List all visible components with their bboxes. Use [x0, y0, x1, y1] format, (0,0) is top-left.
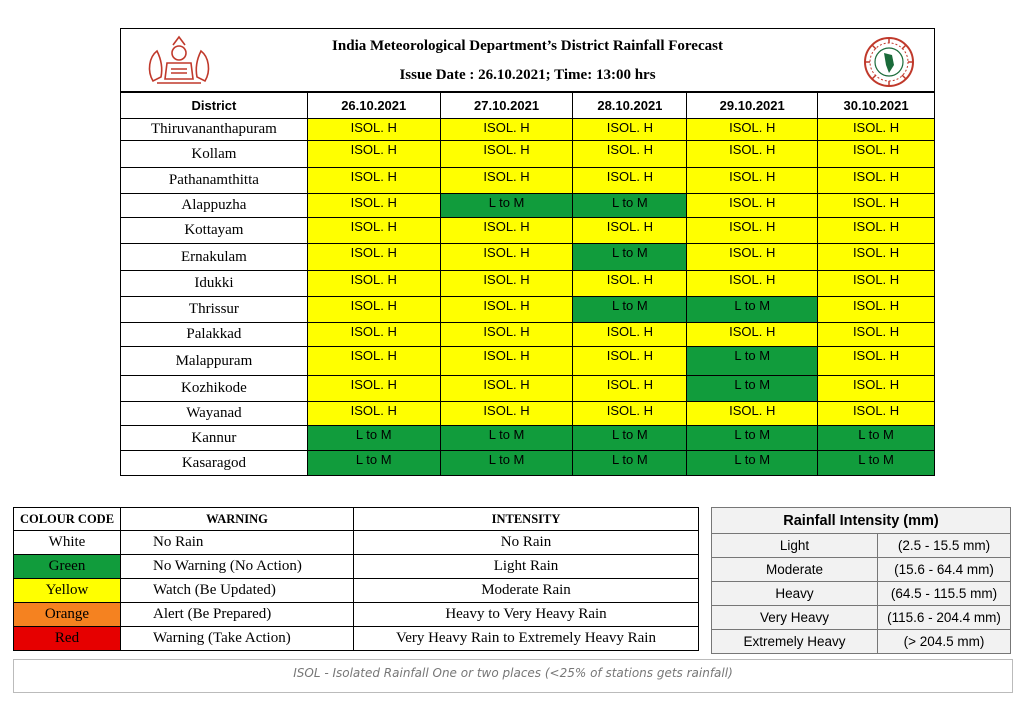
forecast-cell: ISOL. H: [307, 194, 440, 218]
forecast-cell: ISOL. H: [818, 244, 935, 271]
forecast-cell: L to M: [573, 297, 687, 323]
forecast-cell: ISOL. H: [818, 402, 935, 426]
forecast-cell: ISOL. H: [687, 141, 818, 168]
legend-header-row: [14, 508, 699, 531]
intensity-text: Heavy to Very Heavy Rain: [354, 603, 699, 627]
forecast-cell: ISOL. H: [818, 297, 935, 323]
forecast-cell: ISOL. H: [440, 271, 573, 297]
intensity-category: Extremely Heavy: [712, 630, 878, 654]
district-name: Kozhikode: [121, 376, 308, 402]
forecast-cell: ISOL. H: [573, 402, 687, 426]
intensity-category: Very Heavy: [712, 606, 878, 630]
forecast-header-row: [121, 93, 935, 119]
rainfall-intensity-title: Rainfall Intensity (mm): [712, 508, 1011, 534]
forecast-cell: ISOL. H: [687, 218, 818, 244]
forecast-cell: ISOL. H: [687, 244, 818, 271]
district-row: [121, 244, 935, 271]
intensity-row: [712, 582, 1011, 606]
forecast-cell: L to M: [687, 347, 818, 376]
district-name: Ernakulam: [121, 244, 308, 271]
forecast-cell: L to M: [687, 297, 818, 323]
legend-row: [14, 627, 699, 651]
forecast-cell: ISOL. H: [307, 347, 440, 376]
district-row: [121, 218, 935, 244]
rainfall-intensity-header-row: [712, 508, 1011, 534]
forecast-cell: ISOL. H: [687, 119, 818, 141]
forecast-cell: L to M: [687, 376, 818, 402]
intensity-category: Light: [712, 534, 878, 558]
colour-swatch: Yellow: [14, 579, 121, 603]
forecast-cell: ISOL. H: [818, 168, 935, 194]
district-row: [121, 347, 935, 376]
forecast-cell: ISOL. H: [307, 218, 440, 244]
forecast-cell: ISOL. H: [573, 323, 687, 347]
forecast-cell: ISOL. H: [307, 119, 440, 141]
forecast-cell: ISOL. H: [818, 194, 935, 218]
district-name: Kannur: [121, 426, 308, 451]
forecast-cell: ISOL. H: [440, 347, 573, 376]
district-row: [121, 168, 935, 194]
legend-row: [14, 579, 699, 603]
colour-swatch: Red: [14, 627, 121, 651]
forecast-cell: L to M: [818, 426, 935, 451]
district-name: Wayanad: [121, 402, 308, 426]
forecast-cell: ISOL. H: [687, 194, 818, 218]
forecast-cell: ISOL. H: [573, 141, 687, 168]
date-column-header: 30.10.2021: [818, 93, 935, 119]
legend-row: [14, 531, 699, 555]
district-row: [121, 426, 935, 451]
intensity-category: Moderate: [712, 558, 878, 582]
district-row: [121, 119, 935, 141]
district-row: [121, 451, 935, 476]
intensity-range: (> 204.5 mm): [878, 630, 1011, 654]
district-name: Palakkad: [121, 323, 308, 347]
district-row: [121, 194, 935, 218]
forecast-table: [120, 92, 935, 476]
forecast-cell: L to M: [440, 194, 573, 218]
forecast-cell: L to M: [573, 244, 687, 271]
district-name: Thrissur: [121, 297, 308, 323]
forecast-cell: L to M: [573, 426, 687, 451]
forecast-title: India Meteorological Department’s District Rainfall Forecast: [332, 38, 723, 54]
forecast-cell: ISOL. H: [440, 218, 573, 244]
forecast-cell: ISOL. H: [818, 119, 935, 141]
warning-text: Alert (Be Prepared): [121, 603, 354, 627]
forecast-cell: ISOL. H: [307, 376, 440, 402]
forecast-cell: ISOL. H: [687, 271, 818, 297]
forecast-cell: L to M: [307, 426, 440, 451]
forecast-cell: ISOL. H: [573, 218, 687, 244]
intensity-text: Very Heavy Rain to Extremely Heavy Rain: [354, 627, 699, 651]
forecast-cell: L to M: [687, 451, 818, 476]
forecast-cell: ISOL. H: [440, 376, 573, 402]
forecast-cell: ISOL. H: [307, 271, 440, 297]
forecast-header: [120, 28, 935, 92]
forecast-cell: ISOL. H: [573, 119, 687, 141]
forecast-cell: ISOL. H: [573, 168, 687, 194]
date-column-header: 29.10.2021: [687, 93, 818, 119]
forecast-cell: ISOL. H: [818, 347, 935, 376]
forecast-cell: ISOL. H: [573, 271, 687, 297]
colour-code-header: COLOUR CODE: [14, 508, 121, 531]
forecast-cell: ISOL. H: [818, 376, 935, 402]
forecast-cell: ISOL. H: [440, 244, 573, 271]
forecast-cell: L to M: [307, 451, 440, 476]
colour-swatch: White: [14, 531, 121, 555]
forecast-cell: L to M: [818, 451, 935, 476]
imd-logo-icon: [862, 35, 916, 89]
legend-row: [14, 555, 699, 579]
forecast-cell: ISOL. H: [440, 323, 573, 347]
date-column-header: 28.10.2021: [573, 93, 687, 119]
forecast-cell: ISOL. H: [440, 168, 573, 194]
warning-text: No Rain: [121, 531, 354, 555]
forecast-cell: ISOL. H: [818, 218, 935, 244]
isol-footnote: ISOL - Isolated Rainfall One or two places (<25% of stations gets rainfall): [13, 659, 1013, 693]
district-name: Idukki: [121, 271, 308, 297]
forecast-cell: ISOL. H: [307, 323, 440, 347]
warning-header: WARNING: [121, 508, 354, 531]
district-row: [121, 402, 935, 426]
intensity-text: Light Rain: [354, 555, 699, 579]
intensity-range: (64.5 - 115.5 mm): [878, 582, 1011, 606]
district-name: Kasaragod: [121, 451, 308, 476]
district-row: [121, 271, 935, 297]
intensity-text: Moderate Rain: [354, 579, 699, 603]
intensity-header: INTENSITY: [354, 508, 699, 531]
forecast-cell: ISOL. H: [687, 323, 818, 347]
date-column-header: 27.10.2021: [440, 93, 573, 119]
intensity-category: Heavy: [712, 582, 878, 606]
intensity-row: [712, 558, 1011, 582]
forecast-cell: ISOL. H: [307, 168, 440, 194]
district-name: Kollam: [121, 141, 308, 168]
forecast-cell: ISOL. H: [687, 168, 818, 194]
forecast-cell: ISOL. H: [440, 402, 573, 426]
forecast-cell: ISOL. H: [440, 119, 573, 141]
district-column-header: District: [121, 93, 308, 119]
intensity-range: (2.5 - 15.5 mm): [878, 534, 1011, 558]
warning-text: No Warning (No Action): [121, 555, 354, 579]
forecast-cell: ISOL. H: [440, 141, 573, 168]
intensity-row: [712, 606, 1011, 630]
forecast-cell: L to M: [573, 194, 687, 218]
date-column-header: 26.10.2021: [307, 93, 440, 119]
rainfall-intensity-table: [711, 507, 1011, 654]
intensity-text: No Rain: [354, 531, 699, 555]
forecast-cell: ISOL. H: [818, 323, 935, 347]
forecast-cell: L to M: [573, 451, 687, 476]
forecast-cell: ISOL. H: [687, 402, 818, 426]
forecast-cell: ISOL. H: [307, 402, 440, 426]
forecast-cell: ISOL. H: [573, 347, 687, 376]
district-row: [121, 376, 935, 402]
forecast-cell: ISOL. H: [307, 297, 440, 323]
district-row: [121, 297, 935, 323]
forecast-cell: ISOL. H: [307, 244, 440, 271]
district-name: Alappuzha: [121, 194, 308, 218]
district-name: Kottayam: [121, 218, 308, 244]
legend-row: [14, 603, 699, 627]
district-name: Pathanamthitta: [121, 168, 308, 194]
warning-text: Watch (Be Updated): [121, 579, 354, 603]
intensity-row: [712, 534, 1011, 558]
issue-date: Issue Date : 26.10.2021; Time: 13:00 hrs: [399, 67, 656, 83]
forecast-cell: ISOL. H: [440, 297, 573, 323]
colour-swatch: Orange: [14, 603, 121, 627]
intensity-row: [712, 630, 1011, 654]
district-name: Malappuram: [121, 347, 308, 376]
forecast-cell: ISOL. H: [307, 141, 440, 168]
intensity-range: (115.6 - 204.4 mm): [878, 606, 1011, 630]
warning-text: Warning (Take Action): [121, 627, 354, 651]
intensity-range: (15.6 - 64.4 mm): [878, 558, 1011, 582]
forecast-cell: L to M: [687, 426, 818, 451]
forecast-cell: L to M: [440, 426, 573, 451]
district-row: [121, 141, 935, 168]
colour-code-legend: [13, 507, 699, 651]
forecast-cell: ISOL. H: [818, 141, 935, 168]
district-row: [121, 323, 935, 347]
colour-swatch: Green: [14, 555, 121, 579]
district-name: Thiruvananthapuram: [121, 119, 308, 141]
forecast-cell: ISOL. H: [818, 271, 935, 297]
forecast-cell: ISOL. H: [573, 376, 687, 402]
forecast-cell: L to M: [440, 451, 573, 476]
